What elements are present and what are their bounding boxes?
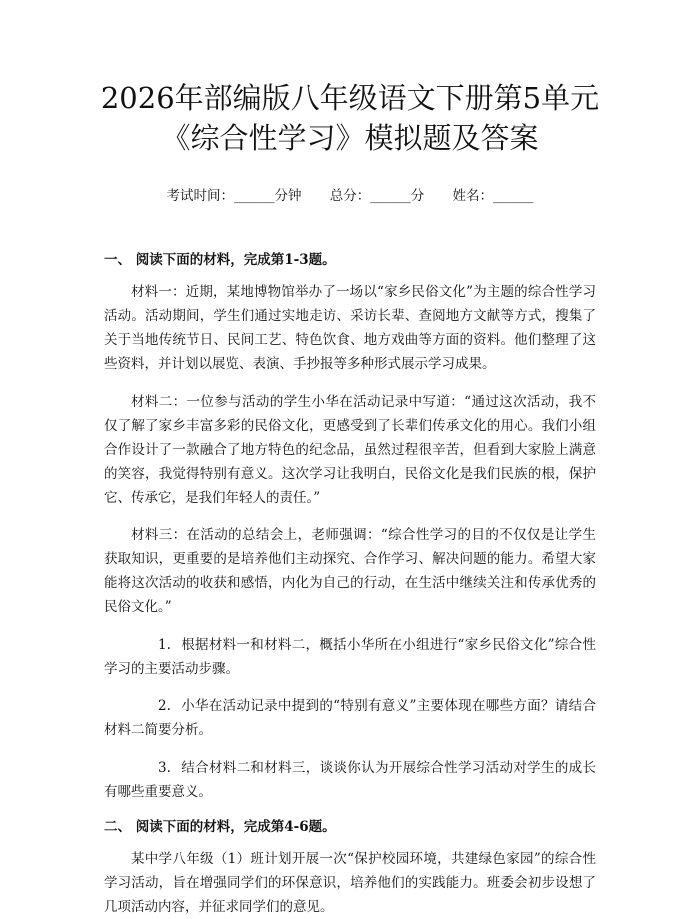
section-2-intro: 某中学八年级（1）班计划开展一次“保护校园环境，共建绿色家园”的综合性学习活动，旨在增强同学们的环保意识，培养他们的实践能力。班委会初步设想了几项活动内容，并征求同学们的意见。: [104, 851, 596, 915]
student-name: 姓名：______: [452, 188, 534, 204]
question-3: [104, 756, 596, 804]
material-2: 材料二：一位参与活动的学生小华在活动记录中写道：“通过这次活动，我不仅了解了家乡丰富多彩的民俗文化，更感受到了长辈们传承文化的用心。我们小组合作设计了一款融合了地方特色的纪念品，虽然过程很辛苦，但看到大家脸上满意的笑容，我觉得特别有意义。这次学习让我明白，民俗文化是我们民族的根，保护它、传承它，是我们年轻人的责任。”: [104, 393, 596, 506]
question-text: 小华在活动记录中提到的“特别有意义”主要体现在哪些方面？请结合材料二简要分析。: [104, 698, 596, 738]
question-text: 结合材料二和材料三，谈谈你认为开展综合性学习活动对学生的成长有哪些重要意义。: [104, 759, 596, 800]
question-number: 3.: [158, 759, 171, 776]
question-text: 根据材料一和材料二，概括小华所在小组进行“家乡民俗文化”综合性学习的主要活动步骤。: [104, 636, 596, 677]
question-number: 2.: [158, 698, 171, 714]
material-3: 材料三：在活动的总结会上，老师强调：“综合性学习的目的不仅仅是让学生获取知识，更重要的是培养他们主动探究、合作学习、解决问题的能力。希望大家能将这次活动的收获和感悟，内化为自己的行动，在生活中继续关注和传承优秀的民俗文化。”: [104, 527, 596, 615]
exam-time: 考试时间：______分钟: [166, 188, 302, 204]
question-2: [104, 694, 596, 742]
section-heading-2: 二、 阅读下面的材料，完成第4-6题。: [104, 819, 336, 835]
exam-meta: [104, 186, 596, 206]
exam-score: 总分：______分: [329, 188, 425, 204]
question-1: [104, 633, 596, 681]
question-number: 1.: [158, 636, 171, 653]
material-1: 材料一：近期，某地博物馆举办了一场以“家乡民俗文化”为主题的综合性学习活动。活动期间，学生们通过实地走访、采访长辈、查阅地方文献等方式，搜集了关于当地传统节日、民间工艺、特色饮食、地方戏曲等方面的资料。他们整理了这些资料，并计划以展览、表演、手抄报等多种形式展示学习成果。: [104, 284, 596, 372]
document-title: 2026年部编版八年级语文下册第5单元《综合性学习》模拟题及答案: [100, 81, 600, 155]
section-heading-1: 一、 阅读下面的材料，完成第1-3题。: [104, 252, 336, 268]
